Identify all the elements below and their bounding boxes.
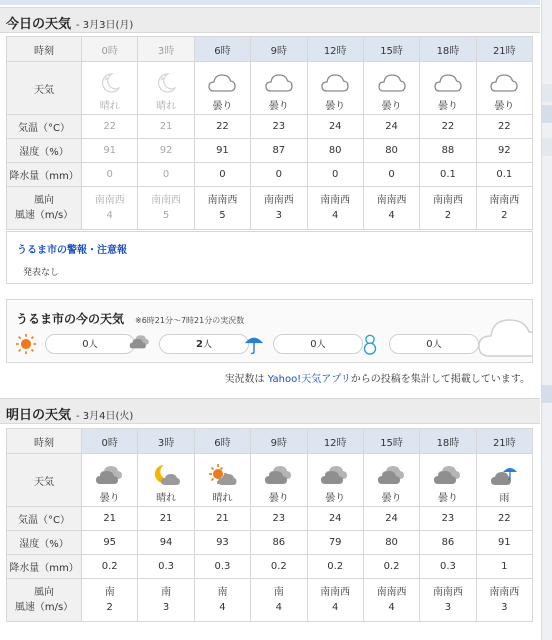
weather-row [7, 454, 533, 507]
weather-label: 天気 [7, 62, 82, 115]
umbrella-icon [243, 333, 265, 355]
today-forecast-table [6, 36, 533, 230]
time-cell: 6時 [194, 429, 250, 454]
moon-icon [151, 71, 181, 95]
svg-text:★: ★ [159, 74, 166, 83]
report-count: 2 [196, 339, 203, 350]
humidity-label: 湿度（%） [7, 139, 82, 163]
wind-cell [251, 187, 307, 230]
wind-cell [194, 579, 250, 622]
wind-speed: 4 [275, 602, 282, 613]
weather-text: 曇り [437, 492, 458, 504]
humidity-cell: 88 [420, 139, 476, 163]
humidity-cell: 91 [82, 139, 138, 163]
weather-cell [82, 62, 138, 115]
report-unit: 人 [88, 340, 98, 350]
precip-row [7, 163, 533, 187]
report-count-box [389, 334, 479, 354]
credit-prefix: 実況数は [224, 374, 268, 385]
alert-text: 発表なし [23, 268, 60, 278]
weather-cell [307, 62, 363, 115]
wind-dir-label: 風向 [34, 587, 54, 598]
time-cell: 15時 [363, 37, 419, 62]
time-cell: 6時 [194, 37, 250, 62]
weather-cell [194, 454, 250, 507]
precip-cell: 0.1 [476, 163, 532, 187]
wind-cell [251, 579, 307, 622]
today-title: 今日の天気 [6, 17, 72, 32]
time-cell: 9時 [251, 429, 307, 454]
weather-cell [363, 62, 419, 115]
precip-cell: 0 [251, 163, 307, 187]
precip-cell: 0.3 [138, 555, 194, 579]
top-bar [0, 0, 540, 5]
wind-speed: 4 [219, 602, 226, 613]
humidity-row [7, 531, 533, 555]
humidity-label: 湿度（%） [7, 531, 82, 555]
precip-cell: 0 [82, 163, 138, 187]
cloud-icon [377, 71, 407, 95]
moon-cloud-icon [151, 463, 181, 487]
wind-direction: 南 [104, 587, 115, 598]
humidity-cell: 80 [363, 139, 419, 163]
precip-cell: 0.3 [194, 555, 250, 579]
time-cell: 18時 [420, 429, 476, 454]
time-label: 時刻 [7, 37, 82, 62]
precip-cell: 1 [476, 555, 532, 579]
precip-row [7, 555, 533, 579]
weather-text: 曇り [325, 100, 346, 112]
wind-dir-label: 風向 [34, 195, 54, 206]
report-count: 0 [310, 339, 317, 350]
credit-text [0, 370, 530, 385]
sidebar-marker [542, 84, 552, 102]
weather-cell [82, 454, 138, 507]
temp-cell: 21 [138, 507, 194, 531]
weather-text: 曇り [325, 492, 346, 504]
wind-direction: 南 [161, 587, 172, 598]
tomorrow-header [0, 398, 540, 424]
weather-text: 晴れ [156, 492, 177, 504]
weather-text: 晴れ [156, 100, 177, 112]
time-cell: 0時 [82, 37, 138, 62]
weather-text: 曇り [268, 100, 289, 112]
temp-cell: 24 [307, 115, 363, 139]
alert-box [6, 231, 533, 284]
temp-cell: 21 [138, 115, 194, 139]
precip-cell: 0.2 [307, 555, 363, 579]
dark-cloud-icon [377, 463, 407, 487]
weather-text: 曇り [494, 100, 515, 112]
tomorrow-forecast-table [6, 428, 533, 622]
weather-text: 雨 [499, 492, 510, 504]
tomorrow-title: 明日の天気 [6, 408, 72, 423]
cloud-icon [129, 333, 151, 355]
wind-direction: 南 [217, 587, 228, 598]
report-unit: 人 [316, 340, 326, 350]
time-cell: 12時 [307, 429, 363, 454]
wind-speed: 2 [444, 210, 452, 221]
sun-cloud-icon [207, 463, 237, 487]
cloud-icon [489, 71, 519, 95]
wind-speed-label: 風速（m/s） [14, 602, 74, 613]
humidity-cell: 94 [138, 531, 194, 555]
time-label: 時刻 [7, 429, 82, 454]
humidity-row [7, 139, 533, 163]
wind-direction: 南南西 [376, 587, 407, 598]
wind-row [7, 579, 533, 622]
wind-cell [138, 579, 194, 622]
dark-cloud-icon [95, 463, 125, 487]
wind-speed: 3 [501, 602, 508, 613]
wind-label [7, 579, 82, 622]
weather-text: 曇り [381, 492, 402, 504]
wind-direction: 南南西 [489, 195, 520, 206]
wind-direction: 南南西 [376, 195, 407, 206]
wind-speed: 3 [444, 602, 452, 613]
precip-cell: 0.3 [420, 555, 476, 579]
moon-icon [95, 71, 125, 95]
time-cell: 9時 [251, 37, 307, 62]
precip-cell: 0 [363, 163, 419, 187]
rain-icon [489, 463, 519, 487]
wind-label [7, 187, 82, 230]
yahoo-app-link[interactable]: Yahoo!天気アプリ [267, 374, 351, 385]
wind-direction: 南 [273, 587, 284, 598]
precip-cell: 0 [307, 163, 363, 187]
humidity-cell: 91 [194, 139, 250, 163]
credit-suffix: からの投稿を集計して掲載しています。 [350, 374, 530, 385]
right-sidebar-edge [541, 0, 552, 640]
weather-text: 曇り [99, 492, 120, 504]
wind-speed: 4 [332, 602, 339, 613]
temp-cell: 22 [194, 115, 250, 139]
today-date: - 3月3日(月) [76, 20, 134, 31]
weather-cell [476, 454, 532, 507]
wind-direction: 南南西 [320, 195, 351, 206]
temp-cell: 22 [476, 115, 532, 139]
wind-row [7, 187, 533, 230]
precip-cell: 0 [138, 163, 194, 187]
weather-cell [476, 62, 532, 115]
temp-cell: 22 [420, 115, 476, 139]
sidebar-marker [542, 385, 552, 403]
time-cell: 18時 [420, 37, 476, 62]
humidity-cell: 92 [138, 139, 194, 163]
wind-direction: 南南西 [263, 195, 294, 206]
wind-cell [307, 187, 363, 230]
wind-speed: 4 [388, 602, 395, 613]
current-weather-box [6, 299, 533, 363]
cloud-icon [207, 71, 237, 95]
cloud-icon [433, 71, 463, 95]
cloud-icon [264, 71, 294, 95]
weather-label: 天気 [7, 454, 82, 507]
humidity-cell: 80 [363, 531, 419, 555]
time-cell: 21時 [476, 37, 532, 62]
time-cell: 15時 [363, 429, 419, 454]
temp-cell: 21 [82, 507, 138, 531]
wind-speed: 5 [162, 210, 170, 221]
wind-direction: 南南西 [94, 195, 125, 206]
svg-text:★: ★ [102, 74, 109, 83]
humidity-cell: 86 [251, 531, 307, 555]
wind-cell [476, 187, 532, 230]
dark-cloud-icon [433, 463, 463, 487]
temp-label: 気温（°C） [7, 507, 82, 531]
humidity-cell: 87 [251, 139, 307, 163]
precip-cell: 0 [194, 163, 250, 187]
report-count-box [45, 334, 135, 354]
temp-cell: 23 [251, 115, 307, 139]
wind-speed: 4 [106, 210, 113, 221]
humidity-cell: 93 [194, 531, 250, 555]
temp-cell: 24 [363, 115, 419, 139]
weather-text: 晴れ [212, 492, 233, 504]
wind-cell [420, 579, 476, 622]
weather-cell [307, 454, 363, 507]
report-unit: 人 [202, 340, 212, 350]
weather-cell [363, 454, 419, 507]
today-header [0, 7, 540, 33]
precip-cell: 0.2 [251, 555, 307, 579]
weather-text: 曇り [212, 100, 233, 112]
precip-cell: 0.2 [82, 555, 138, 579]
temp-label: 気温（°C） [7, 115, 82, 139]
humidity-cell: 92 [476, 139, 532, 163]
wind-speed: 5 [219, 210, 226, 221]
snowman-icon [359, 333, 381, 355]
temp-row [7, 507, 533, 531]
wind-speed: 2 [106, 602, 113, 613]
weather-cell [194, 62, 250, 115]
precip-label: 降水量（mm） [7, 163, 82, 187]
weather-cell [251, 62, 307, 115]
weather-cell [251, 454, 307, 507]
wind-speed: 3 [275, 210, 282, 221]
wind-cell [82, 579, 138, 622]
humidity-cell: 79 [307, 531, 363, 555]
dark-cloud-icon [264, 463, 294, 487]
wind-direction: 南南西 [151, 195, 182, 206]
report-count-box [159, 334, 249, 354]
current-weather-note: ※6時21分〜7時21分の実況数 [135, 316, 245, 325]
time-cell: 3時 [138, 429, 194, 454]
wind-cell [82, 187, 138, 230]
wind-cell [363, 579, 419, 622]
weather-text: 晴れ [99, 100, 120, 112]
wind-speed: 2 [501, 210, 508, 221]
wind-cell [476, 579, 532, 622]
alert-link[interactable]: うるま市の警報・注意報 [17, 245, 127, 256]
humidity-cell: 80 [307, 139, 363, 163]
report-count: 0 [82, 339, 89, 350]
weather-cell [138, 62, 194, 115]
sun-icon [15, 333, 37, 355]
wind-direction: 南南西 [432, 195, 463, 206]
precip-label: 降水量（mm） [7, 555, 82, 579]
time-cell: 3時 [138, 37, 194, 62]
precip-cell: 0.2 [363, 555, 419, 579]
dark-cloud-icon [320, 463, 350, 487]
time-cell: 12時 [307, 37, 363, 62]
temp-cell: 24 [307, 507, 363, 531]
wind-speed: 3 [162, 602, 170, 613]
report-count-box [273, 334, 363, 354]
humidity-cell: 95 [82, 531, 138, 555]
cloud-icon [475, 300, 533, 362]
sidebar-marker [542, 105, 552, 123]
wind-cell [420, 187, 476, 230]
time-row [7, 429, 533, 454]
temp-cell: 23 [251, 507, 307, 531]
temp-row [7, 115, 533, 139]
weather-row [7, 62, 533, 115]
wind-cell [194, 187, 250, 230]
report-count: 0 [426, 339, 433, 350]
wind-cell [363, 187, 419, 230]
temp-cell: 22 [476, 507, 532, 531]
weather-text: 曇り [268, 492, 289, 504]
weather-cell [138, 454, 194, 507]
temp-cell: 24 [363, 507, 419, 531]
tomorrow-date: - 3月4日(火) [76, 411, 134, 422]
time-cell: 21時 [476, 429, 532, 454]
precip-cell: 0.1 [420, 163, 476, 187]
report-unit: 人 [432, 340, 442, 350]
current-weather-title: うるま市の今の天気 [16, 312, 125, 326]
time-row [7, 37, 533, 62]
weather-cell [420, 454, 476, 507]
wind-speed-label: 風速（m/s） [14, 210, 74, 221]
humidity-cell: 91 [476, 531, 532, 555]
temp-cell: 23 [420, 507, 476, 531]
time-cell: 0時 [82, 429, 138, 454]
weather-cell [420, 62, 476, 115]
cloud-icon [320, 71, 350, 95]
temp-cell: 22 [82, 115, 138, 139]
weather-text: 曇り [437, 100, 458, 112]
wind-speed: 4 [332, 210, 339, 221]
weather-text: 曇り [381, 100, 402, 112]
wind-direction: 南南西 [432, 587, 463, 598]
wind-direction: 南南西 [207, 195, 238, 206]
wind-speed: 4 [388, 210, 395, 221]
sidebar-marker [542, 138, 552, 156]
wind-direction: 南南西 [320, 587, 351, 598]
humidity-cell: 86 [420, 531, 476, 555]
wind-cell [307, 579, 363, 622]
temp-cell: 21 [194, 507, 250, 531]
wind-cell [138, 187, 194, 230]
wind-direction: 南南西 [489, 587, 520, 598]
